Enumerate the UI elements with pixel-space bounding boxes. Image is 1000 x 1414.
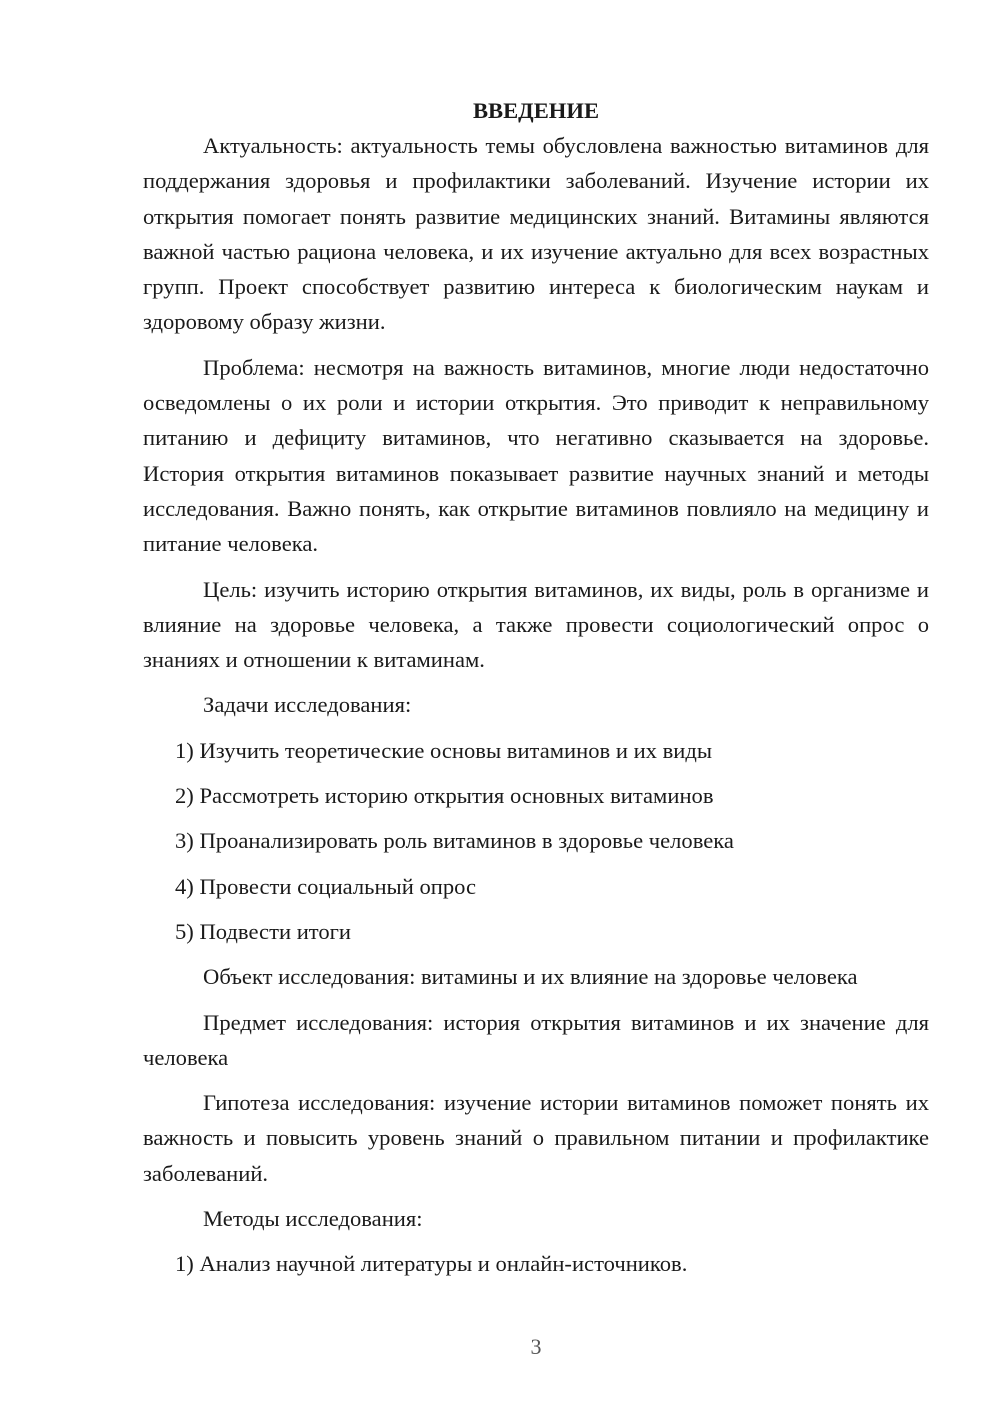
- method-item: 1) Анализ научной литературы и онлайн-источников.: [175, 1251, 688, 1277]
- problem-paragraph: Проблема: несмотря на важность витаминов, многие люди недостаточно осведомлены о их роли и истории открытия. Это приводит к неправильному питанию и дефициту витаминов, что негативно сказывается на здоровье. История открытия витаминов показывает развитие научных знаний и методы исследования. Важно понять, как открытие витаминов повлияло на медицину и питание человека.: [143, 354, 929, 557]
- methods-list: [143, 1246, 929, 1281]
- task-item: 1) Изучить теоретические основы витаминов и их виды: [175, 737, 713, 763]
- relevance-paragraph: Актуальность: актуальность темы обусловлена важностью витаминов для поддержания здоровья и профилактики заболеваний. Изучение истории их открытия помогает понять развитие медицинских знаний. Витамины являются важной частью рациона человека, и их изучение актуально для всех возрастных групп. Проект способствует развитию интереса к биологическим наукам и здоровому образу жизни.: [143, 133, 929, 335]
- goal-paragraph: Цель: изучить историю открытия витаминов, их виды, роль в организме и влияние на здоровье человека, а также провести социологический опрос о знаниях и отношении к витаминам.: [143, 576, 929, 673]
- tasks-heading: Задачи исследования:: [203, 692, 412, 718]
- hypothesis-paragraph: Гипотеза исследования: изучение истории витаминов поможет понять их важность и повысить уровень знаний о правильном питании и профилактике заболеваний.: [143, 1090, 929, 1186]
- tasks-list: [143, 733, 929, 949]
- task-item: 2) Рассмотреть историю открытия основных витаминов: [175, 783, 714, 809]
- task-item: 4) Провести социальный опрос: [175, 873, 477, 899]
- page-content: [143, 93, 929, 1292]
- subject-paragraph: Предмет исследования: история открытия витаминов и их значение для человека: [143, 1009, 929, 1070]
- task-item: 5) Подвести итоги: [175, 918, 352, 944]
- methods-heading: Методы исследования:: [203, 1206, 423, 1232]
- task-item: 3) Проанализировать роль витаминов в здоровье человека: [175, 828, 734, 854]
- page-number: 3: [530, 1334, 542, 1359]
- object-paragraph: Объект исследования: витамины и их влияние на здоровье человека: [203, 964, 858, 990]
- page-title: ВВЕДЕНИЕ: [472, 98, 600, 123]
